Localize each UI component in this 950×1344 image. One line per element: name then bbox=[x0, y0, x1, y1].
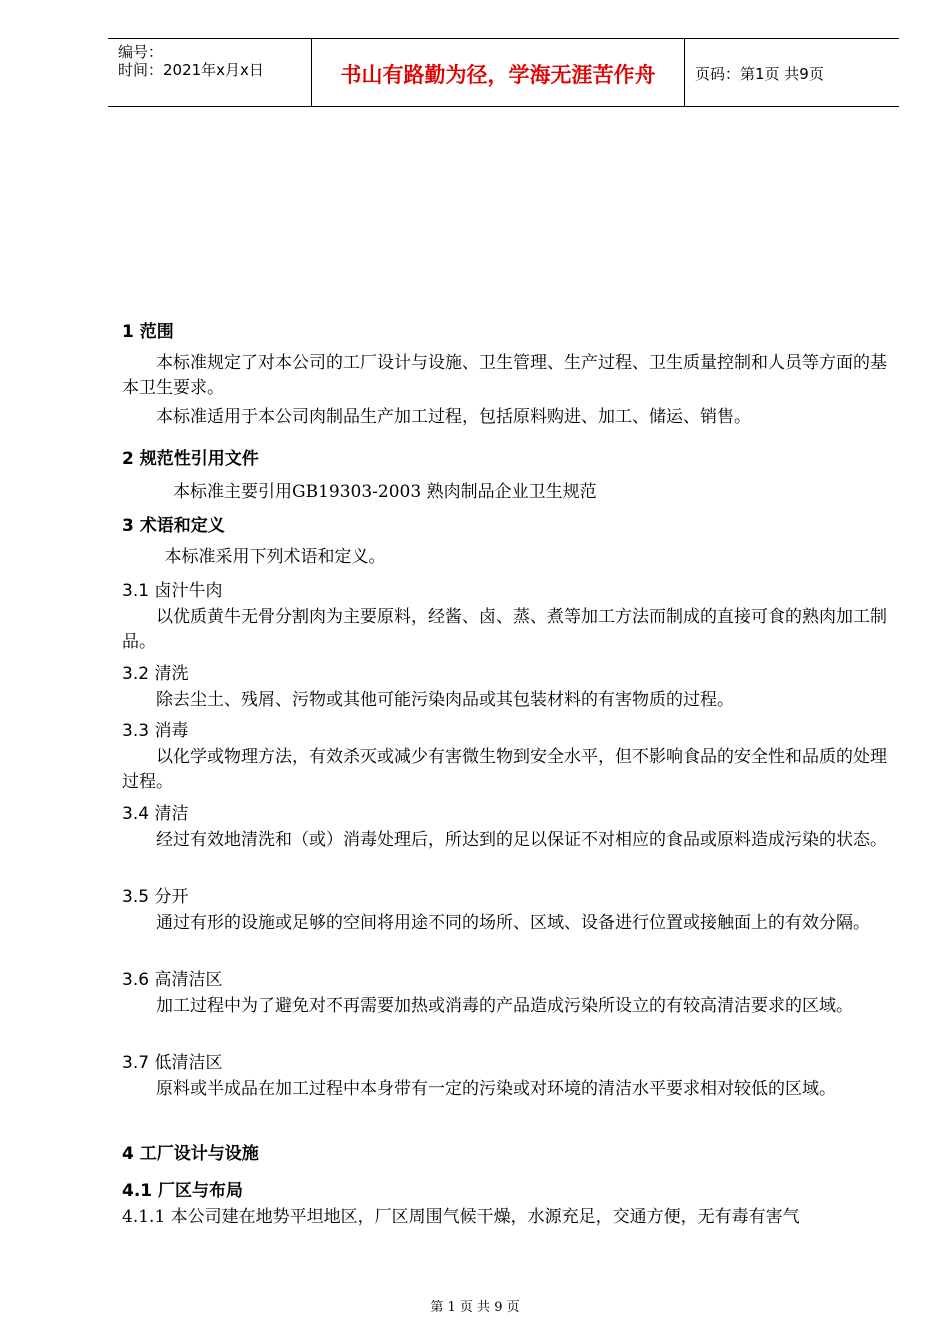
section-3-paragraph: 本标准采用下列术语和定义。 bbox=[164, 547, 386, 567]
page-footer: 第 1 页 共 9 页 bbox=[430, 1300, 520, 1315]
section-2-paragraph: 本标准主要引用GB19303-2003 熟肉制品企业卫生规范 bbox=[173, 482, 597, 502]
section-1-paragraph-2: 本标准适用于本公司肉制品生产加工过程，包括原料购进、加工、储运、销售。 bbox=[156, 407, 751, 427]
code-label: 编号： bbox=[118, 43, 164, 61]
section-4-title: 4 工厂设计与设施 bbox=[122, 1144, 259, 1164]
section-3-7-title: 3.7 低清洁区 bbox=[122, 1053, 223, 1073]
section-3-1-paragraph: 以优质黄牛无骨分割肉为主要原料，经酱、卤、蒸、煮等加工方法而制成的直接可食的熟肉加工制品。 bbox=[122, 607, 887, 652]
section-3-3-title: 3.3 消毒 bbox=[122, 721, 189, 741]
page-number-label: 页码：第1页 共9页 bbox=[695, 65, 824, 83]
section-3-4-paragraph: 经过有效地清洗和（或）消毒处理后，所达到的足以保证不对相应的食品或原料造成污染的状态。 bbox=[156, 830, 887, 850]
section-2-title: 2 规范性引用文件 bbox=[122, 449, 259, 469]
section-3-6-title: 3.6 高清洁区 bbox=[122, 970, 223, 990]
header-info-cell bbox=[108, 39, 311, 106]
section-3-3-paragraph: 以化学或物理方法，有效杀灭或减少有害微生物到安全水平，但不影响食品的安全性和品质的处理过程。 bbox=[122, 747, 887, 792]
section-3-2-title: 3.2 清洗 bbox=[122, 664, 189, 684]
date-label: 时间：2021年x月x日 bbox=[118, 61, 264, 79]
header-motto-cell bbox=[311, 39, 685, 106]
section-3-6-paragraph: 加工过程中为了避免对不再需要加热或消毒的产品造成污染所设立的有较高清洁要求的区域。 bbox=[156, 996, 853, 1016]
section-4-1-1-paragraph: 4.1.1 本公司建在地势平坦地区，厂区周围气候干燥，水源充足，交通方便，无有毒有害气 bbox=[122, 1207, 800, 1227]
section-3-2-paragraph: 除去尘土、残屑、污物或其他可能污染肉品或其包装材料的有害物质的过程。 bbox=[156, 690, 734, 710]
header-page-cell bbox=[685, 39, 899, 106]
section-3-title: 3 术语和定义 bbox=[122, 516, 225, 536]
section-1-title: 1 范围 bbox=[122, 322, 174, 342]
section-4-1-title: 4.1 厂区与布局 bbox=[122, 1181, 244, 1201]
motto-text: 书山有路勤为径，学海无涯苦作舟 bbox=[340, 63, 656, 87]
section-3-5-paragraph: 通过有形的设施或足够的空间将用途不同的场所、区域、设备进行位置或接触面上的有效分隔。 bbox=[156, 913, 870, 933]
section-3-7-paragraph: 原料或半成品在加工过程中本身带有一定的污染或对环境的清洁水平要求相对较低的区域。 bbox=[156, 1079, 836, 1099]
section-3-1-title: 3.1 卤汁牛肉 bbox=[122, 581, 223, 601]
section-1-paragraph-1: 本标准规定了对本公司的工厂设计与设施、卫生管理、生产过程、卫生质量控制和人员等方面的基本卫生要求。 bbox=[122, 353, 887, 398]
header-table bbox=[108, 38, 899, 107]
section-3-4-title: 3.4 清洁 bbox=[122, 804, 189, 824]
section-3-5-title: 3.5 分开 bbox=[122, 887, 189, 907]
